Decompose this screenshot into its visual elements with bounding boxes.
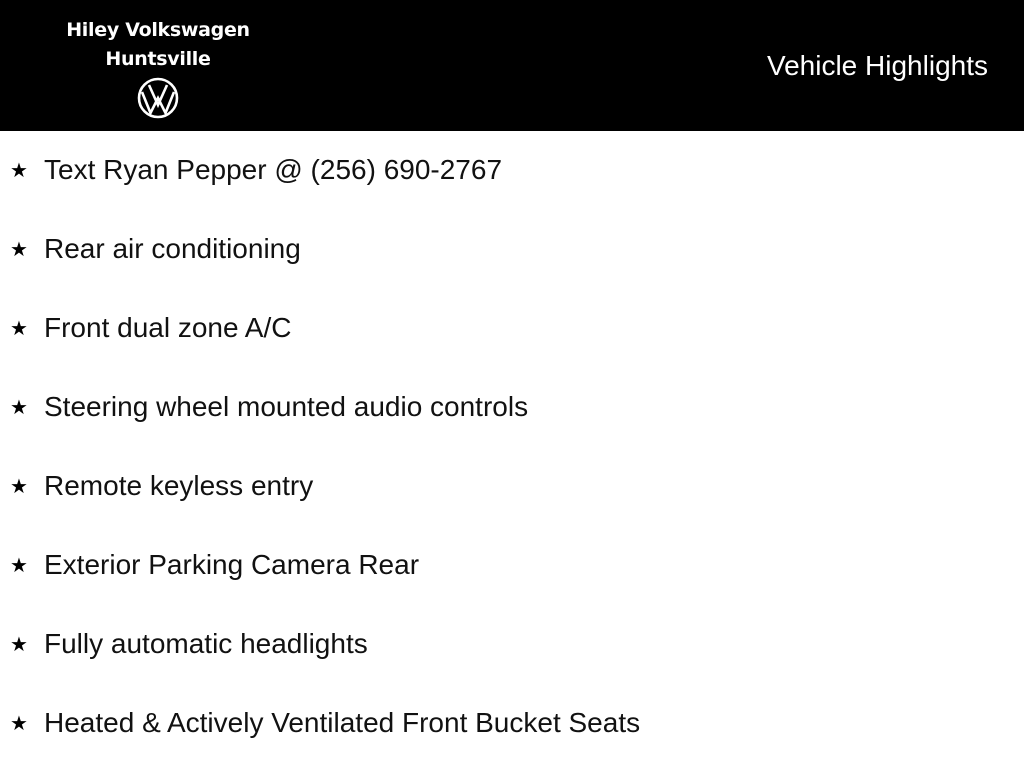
list-item: [0, 210, 1024, 289]
list-item: [0, 447, 1024, 526]
highlight-text: Front dual zone A/C: [44, 312, 292, 343]
list-item: [0, 605, 1024, 684]
highlight-text: Text Ryan Pepper @ (256) 690-2767: [44, 154, 503, 185]
highlight-text: Exterior Parking Camera Rear: [44, 549, 420, 580]
star-icon: ★: [10, 316, 28, 340]
star-icon: ★: [10, 158, 28, 182]
page-header: [0, 0, 1024, 131]
dealer-location: Huntsville: [105, 48, 211, 70]
star-icon: ★: [10, 474, 28, 498]
list-item: [0, 289, 1024, 368]
list-item: [0, 684, 1024, 763]
highlight-text: Heated & Actively Ventilated Front Bucket Seats: [44, 707, 641, 738]
dealer-brand: [0, 16, 316, 119]
list-item: [0, 368, 1024, 447]
star-icon: ★: [10, 711, 28, 735]
star-icon: ★: [10, 395, 28, 419]
vw-logo-icon: [137, 77, 179, 119]
star-icon: ★: [10, 237, 28, 261]
highlight-text: Steering wheel mounted audio controls: [44, 391, 529, 422]
list-item: [0, 526, 1024, 605]
list-item: [0, 131, 1024, 210]
star-icon: ★: [10, 553, 28, 577]
star-icon: ★: [10, 632, 28, 656]
highlight-text: Rear air conditioning: [44, 233, 301, 264]
dealer-name: Hiley Volkswagen: [66, 19, 250, 41]
highlight-text: Fully automatic headlights: [44, 628, 368, 659]
vehicle-highlights-list: [0, 131, 1024, 763]
page-title: Vehicle Highlights: [766, 50, 988, 81]
highlight-text: Remote keyless entry: [44, 470, 314, 501]
